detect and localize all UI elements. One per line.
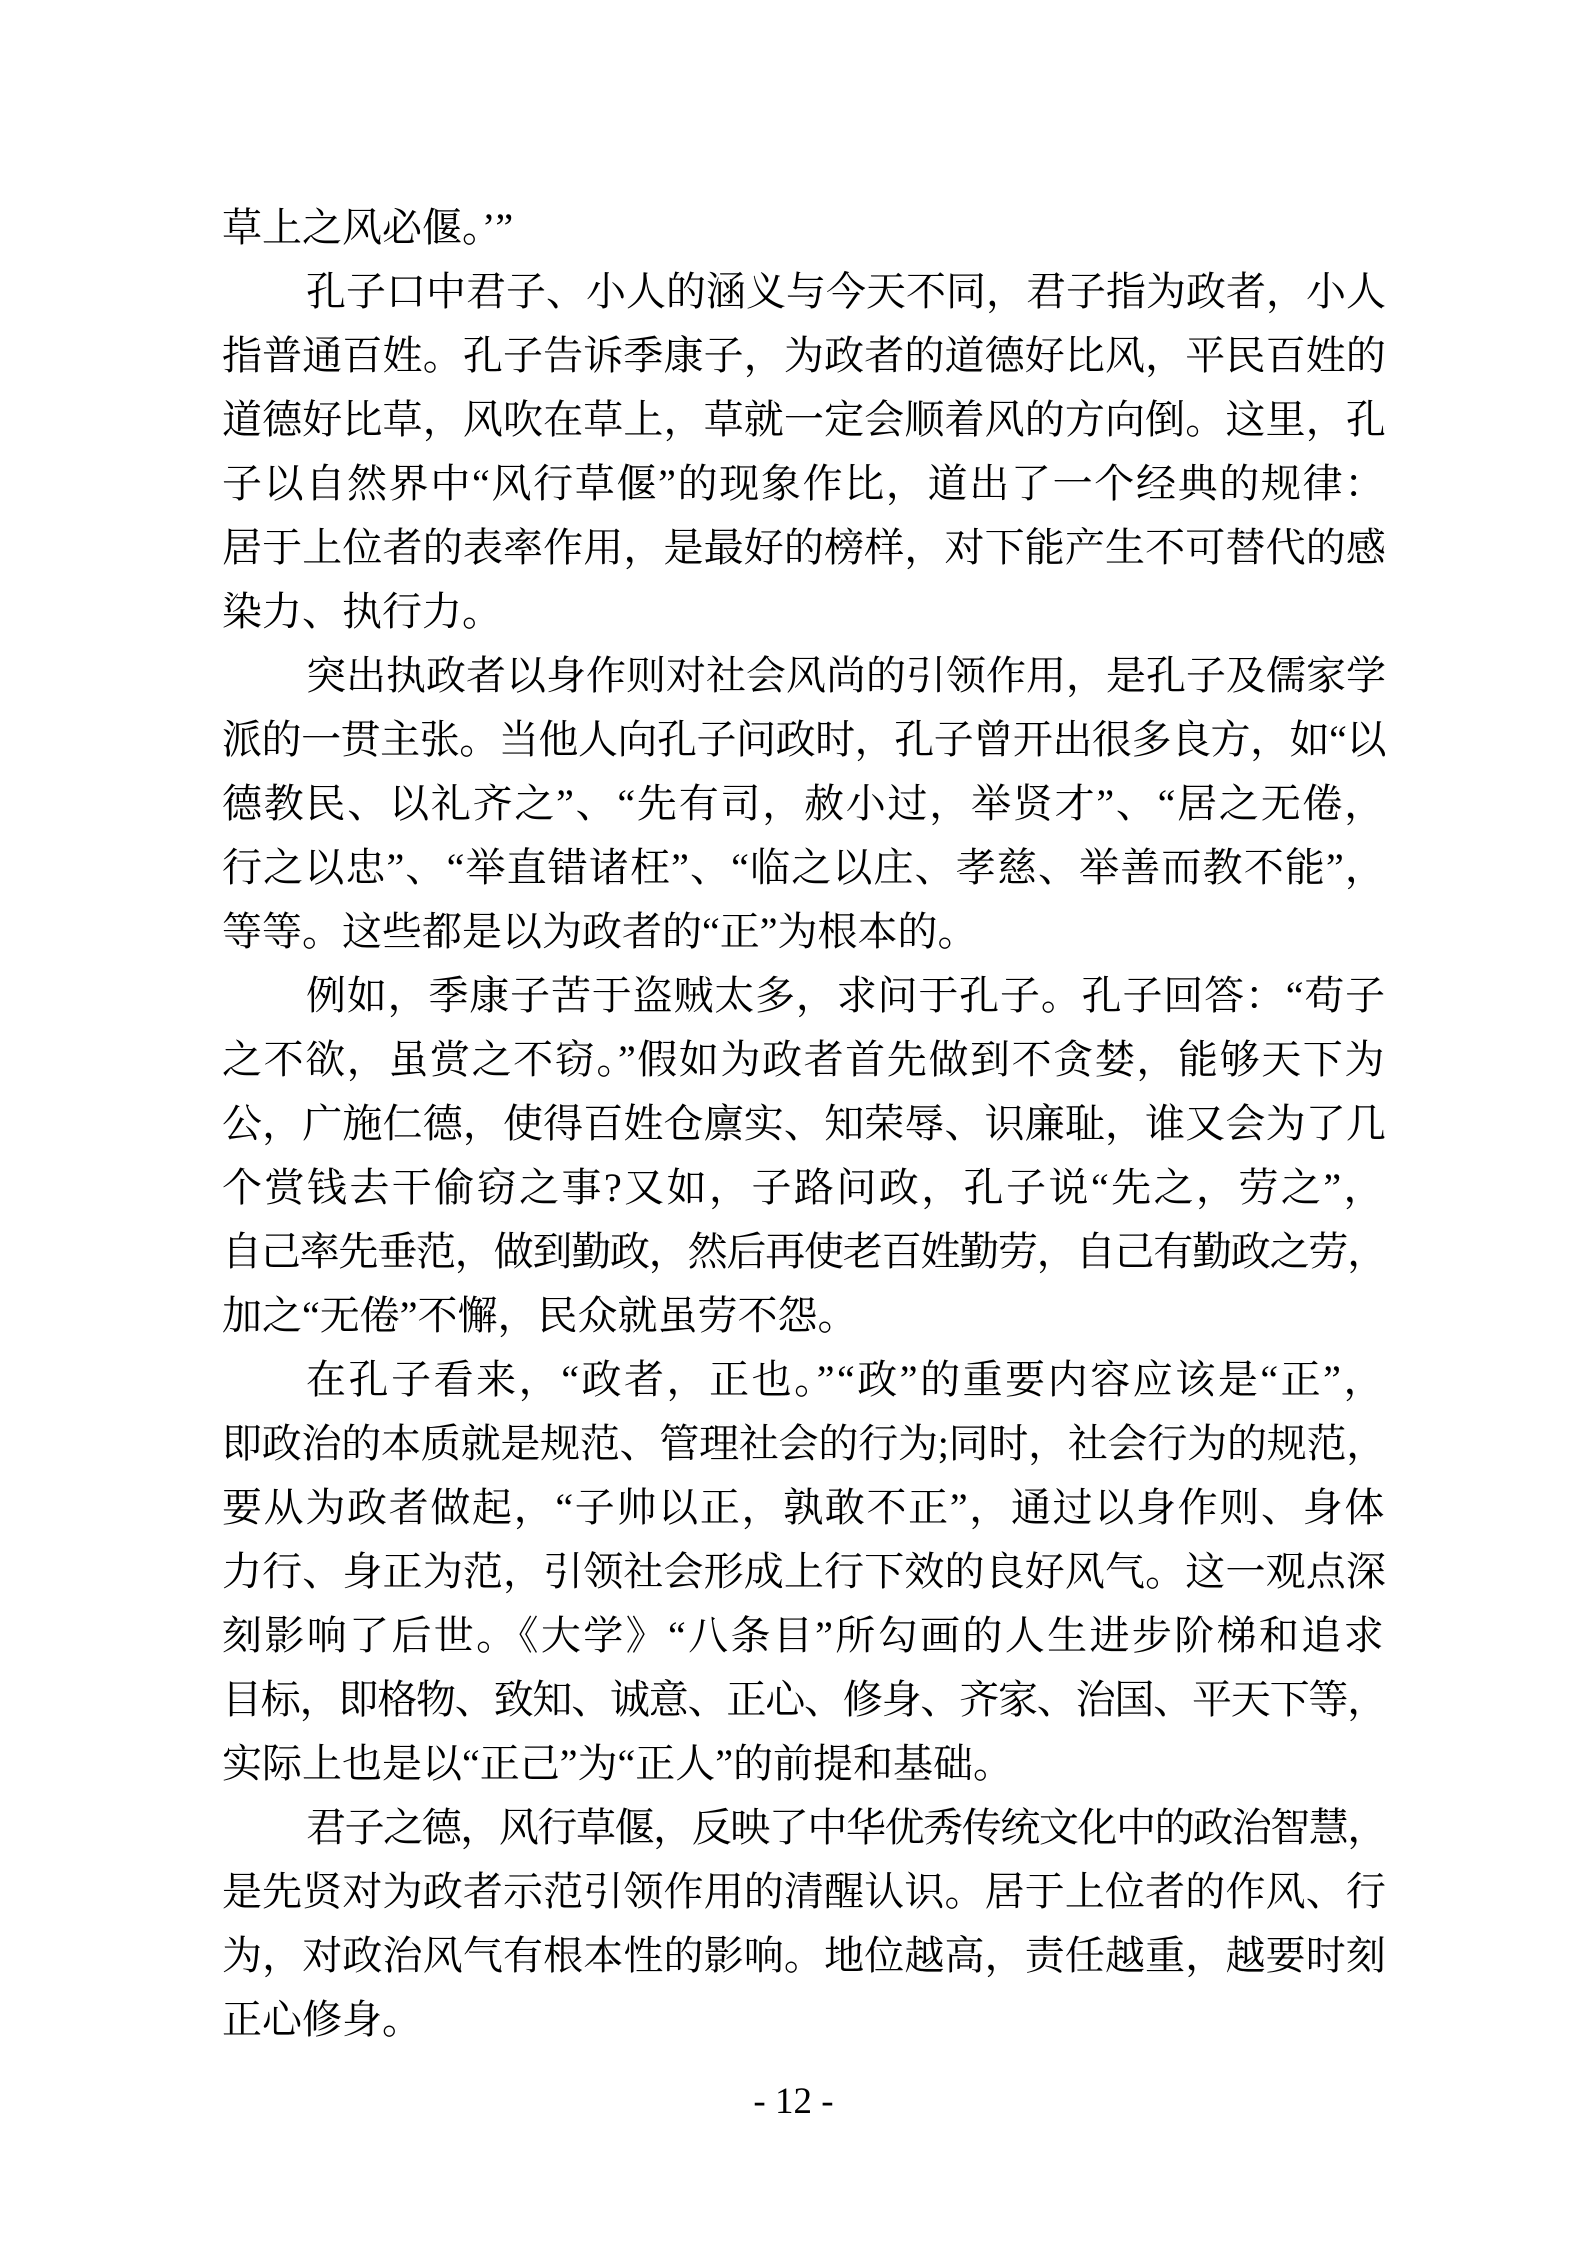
- text-line: [222, 1412, 1386, 1476]
- page-number: - 12 -: [753, 2081, 834, 2122]
- text-line: [222, 1220, 1386, 1284]
- text-line-text: 力行、身正为范，引领社会形成上行下效的良好风气。这一观点深: [222, 1549, 1386, 1594]
- text-line: [222, 580, 1386, 644]
- text-line: [222, 836, 1386, 900]
- text-line-text: 德教民、以礼齐之”、“先有司，赦小过，举贤才”、“居之无倦，: [222, 781, 1386, 826]
- text-line: [222, 772, 1386, 836]
- text-line-text: 之不欲，虽赏之不窃。”假如为政者首先做到不贪婪，能够天下为: [222, 1037, 1386, 1082]
- text-line: [222, 1476, 1386, 1540]
- text-line-text: 公，广施仁德，使得百姓仓廪实、知荣辱、识廉耻，谁又会为了几: [222, 1101, 1386, 1146]
- text-line-text: 孔子口中君子、小人的涵义与今天不同，君子指为政者，小人: [306, 269, 1386, 314]
- text-line-text: 即政治的本质就是规范、管理社会的行为;同时，社会行为的规范，: [222, 1421, 1386, 1466]
- text-line-text: 为，对政治风气有根本性的影响。地位越高，责任越重，越要时刻: [222, 1933, 1386, 1978]
- text-line-text: 要从为政者做起，“子帅以正，孰敢不正”，通过以身作则、身体: [222, 1485, 1386, 1530]
- text-line: [222, 196, 1386, 260]
- text-line: [222, 516, 1386, 580]
- text-line-text: 刻影响了后世。《大学》“八条目”所勾画的人生进步阶梯和追求: [222, 1613, 1386, 1658]
- text-line-text: 加之“无倦”不懈，民众就虽劳不怨。: [222, 1293, 858, 1338]
- text-line-text: 在孔子看来，“政者，正也。”“政”的重要内容应该是“正”，: [306, 1357, 1386, 1402]
- text-line: [222, 1604, 1386, 1668]
- text-line-text: 个赏钱去干偷窃之事?又如，子路问政，孔子说“先之，劳之”，: [222, 1165, 1386, 1210]
- text-line: [222, 1284, 1386, 1348]
- text-line-text: 行之以忠”、“举直错诸枉”、“临之以庄、孝慈、举善而教不能”，: [222, 845, 1386, 890]
- text-line-text: 目标，即格物、致知、诚意、正心、修身、齐家、治国、平天下等，: [222, 1677, 1386, 1722]
- text-line-text: 正心修身。: [222, 1997, 422, 2042]
- text-line: [222, 708, 1386, 772]
- text-line: [222, 1860, 1386, 1924]
- text-line-text: 居于上位者的表率作用，是最好的榜样，对下能产生不可替代的感: [222, 525, 1386, 570]
- text-line-text: 等等。这些都是以为政者的“正”为根本的。: [222, 909, 978, 954]
- text-line-text: 例如，季康子苦于盗贼太多，求问于孔子。孔子回答：“苟子: [306, 973, 1386, 1018]
- text-line: [222, 900, 1386, 964]
- page-footer: [0, 2076, 1587, 2128]
- text-line: [222, 1924, 1386, 1988]
- text-line-text: 染力、执行力。: [222, 589, 502, 634]
- text-line-text: 派的一贯主张。当他人向孔子问政时，孔子曾开出很多良方，如“以: [222, 717, 1386, 762]
- text-line-text: 突出执政者以身作则对社会风尚的引领作用，是孔子及儒家学: [306, 653, 1386, 698]
- text-line: [222, 388, 1386, 452]
- text-line-text: 指普通百姓。孔子告诉季康子，为政者的道德好比风，平民百姓的: [222, 333, 1386, 378]
- text-line-text: 自己率先垂范，做到勤政，然后再使老百姓勤劳，自己有勤政之劳，: [222, 1229, 1386, 1274]
- text-line-text: 君子之德，风行草偃，反映了中华优秀传统文化中的政治智慧，: [306, 1805, 1386, 1850]
- text-line: [222, 324, 1386, 388]
- text-line: [222, 1540, 1386, 1604]
- text-line: [222, 644, 1386, 708]
- text-line: [222, 1348, 1386, 1412]
- text-line: [222, 1732, 1386, 1796]
- text-line-text: 是先贤对为政者示范引领作用的清醒认识。居于上位者的作风、行: [222, 1869, 1386, 1914]
- text-line: [222, 964, 1386, 1028]
- text-line-text: 草上之风必偃。’”: [222, 205, 514, 250]
- text-line: [222, 1156, 1386, 1220]
- text-line: [222, 1092, 1386, 1156]
- text-line: [222, 1988, 1386, 2052]
- text-line-text: 实际上也是以“正己”为“正人”的前提和基础。: [222, 1741, 1014, 1786]
- body-text: [222, 196, 1386, 2052]
- text-line: [222, 260, 1386, 324]
- text-line: [222, 1668, 1386, 1732]
- text-line: [222, 1028, 1386, 1092]
- text-line: [222, 452, 1386, 516]
- text-line: [222, 1796, 1386, 1860]
- text-line-text: 道德好比草，风吹在草上，草就一定会顺着风的方向倒。这里，孔: [222, 397, 1386, 442]
- text-line-text: 子以自然界中“风行草偃”的现象作比，道出了一个经典的规律：: [222, 461, 1386, 506]
